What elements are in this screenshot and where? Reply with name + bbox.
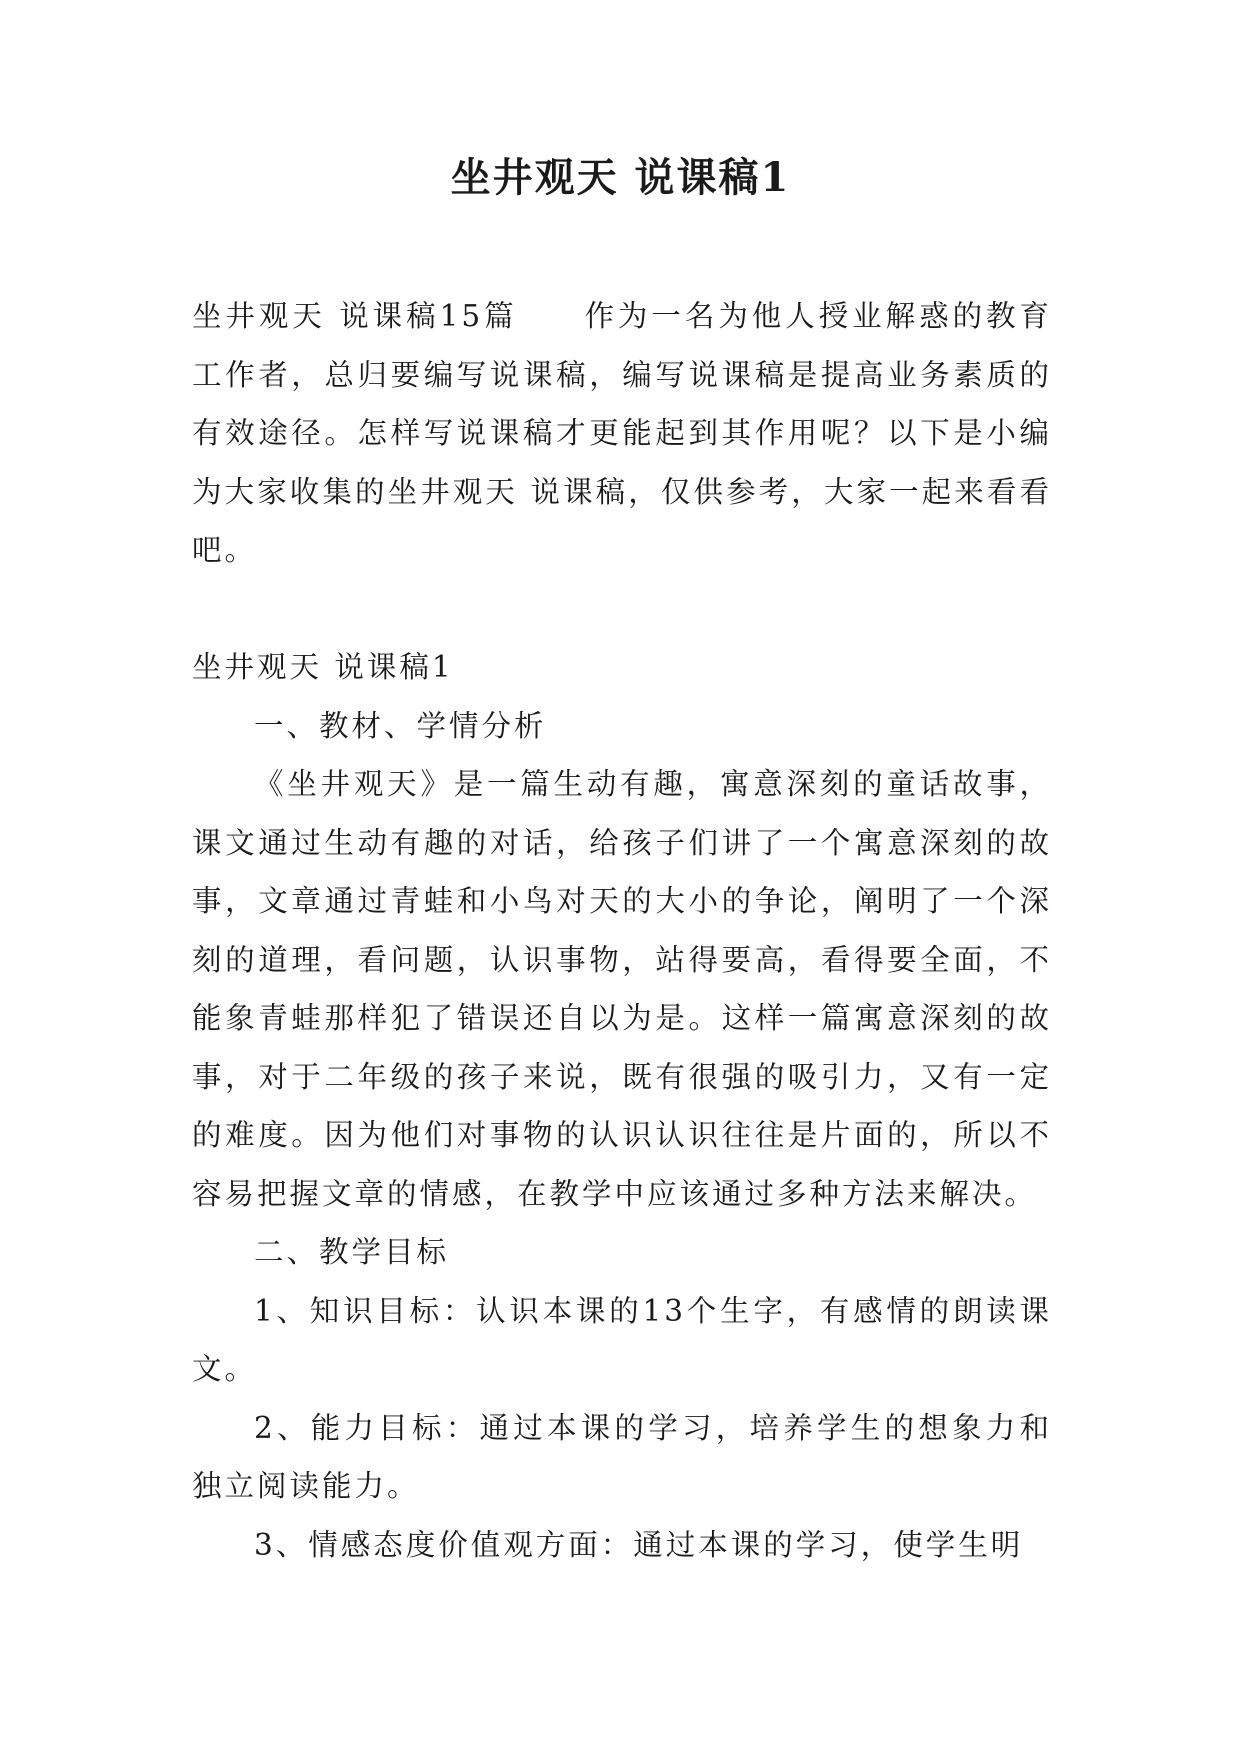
heading-textbook-analysis: 一、教材、学情分析 <box>254 708 547 743</box>
heading-teaching-goals: 二、教学目标 <box>254 1235 450 1269</box>
paragraph-spacer <box>192 580 1052 639</box>
document-body <box>192 287 1052 1574</box>
document-title: 坐井观天 说课稿1 <box>450 154 791 201</box>
section-title: 坐井观天 说课稿1 <box>192 650 454 684</box>
goal-knowledge: 1、知识目标：认识本课的13个生字，有感情的朗读课文。 <box>192 1293 1052 1386</box>
goal-emotion: 3、情感态度价值观方面：通过本课的学习，使学生明 <box>254 1527 1024 1562</box>
intro-paragraph: 坐井观天 说课稿15篇 作为一名为他人授业解惑的教育工作者，总归要编写说课稿，编写说课稿是提高业务素质的有效途径。怎样写说课稿才更能起到其作用呢？以下是小编为大家收集的坐井观天 说课稿，仅供参考，大家一起来看看吧。 <box>192 299 1052 567</box>
body-paragraph: 《坐井观天》是一篇生动有趣，寓意深刻的童话故事，课文通过生动有趣的对话，给孩子们讲了一个寓意深刻的故事，文章通过青蛙和小鸟对天的大小的争论，阐明了一个深刻的道理，看问题，认识事物，站得要高，看得要全面，不能象青蛙那样犯了错误还自以为是。这样一篇寓意深刻的故事，对于二年级的孩子来说，既有很强的吸引力，又有一定的难度。因为他们对事物的认识认识往往是片面的，所以不容易把握文章的情感，在教学中应该通过多种方法来解决。 <box>192 767 1052 1211</box>
goal-ability: 2、能力目标：通过本课的学习，培养学生的想象力和独立阅读能力。 <box>192 1410 1052 1503</box>
